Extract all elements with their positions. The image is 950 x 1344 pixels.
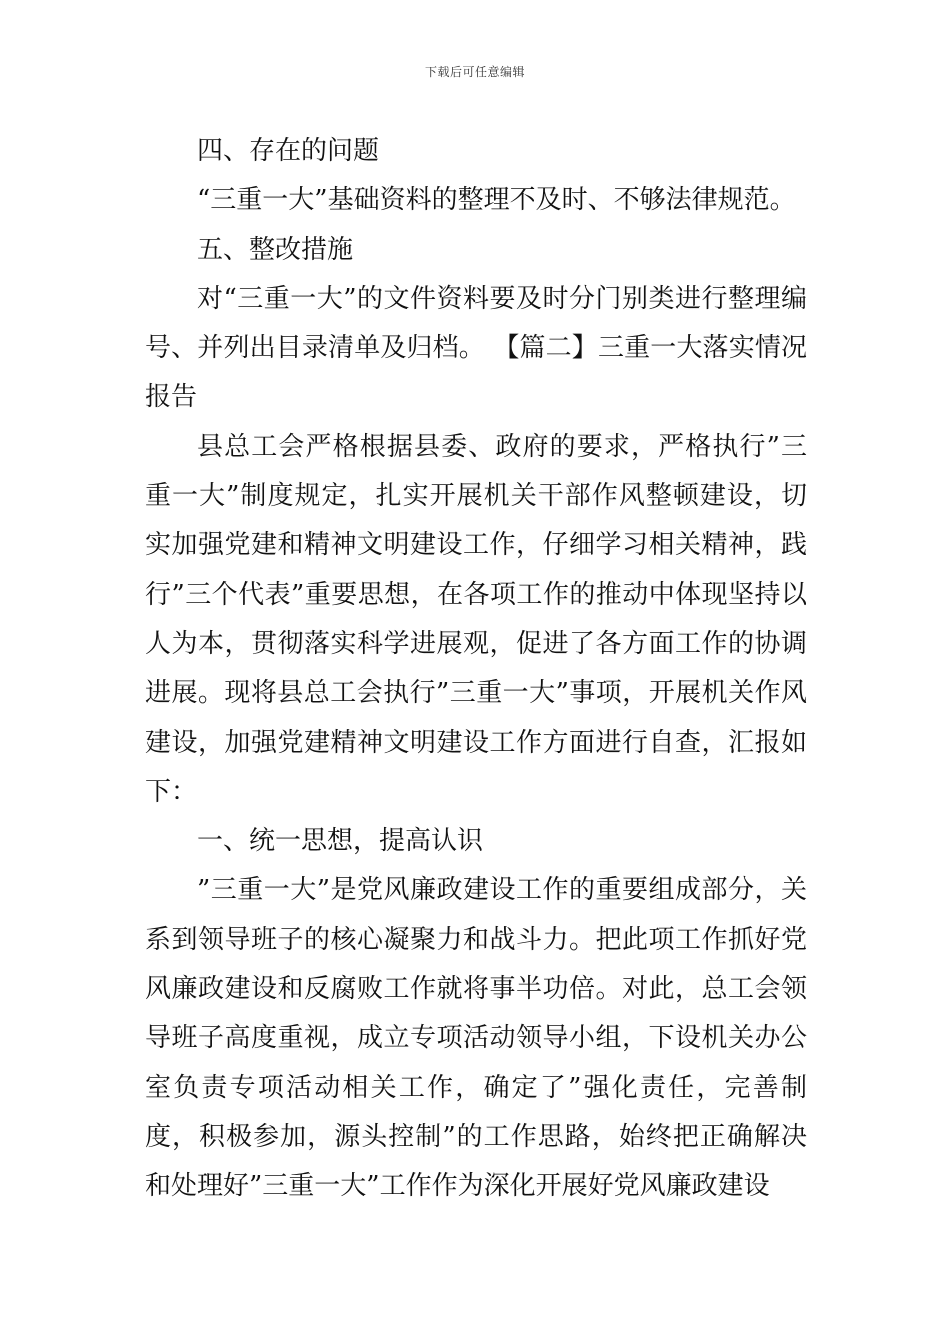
document-body <box>145 127 807 1212</box>
section-heading-problems: 四、存在的问题 <box>197 136 380 166</box>
section-heading-unify-thinking: 一、统一思想，提高认识 <box>197 826 484 857</box>
paragraph-measures-detail: 对“三重一大”的文件资料要及时分门别类进行整理编号、并列出目录清单及归档。 【篇二】三重一大落实情况报告 <box>145 283 807 413</box>
paragraph-problem-detail: “三重一大”基础资料的整理不及时、不够法律规范。 <box>197 185 796 216</box>
paragraph-report-intro: 县总工会严格根据县委、政府的要求，严格执行”三重一大”制度规定，扎实开展机关干部作风整顿建设，切实加强党建和精神文明建设工作，仔细学习相关精神，践行”三个代表”重要思想，在各项工作的推动中体现坚持以人为本，贯彻落实科学进展观，促进了各方面工作的协调进展。现将县总工会执行”三重一大”事项，开展机关作风建设，加强党建精神文明建设工作方面进行自查，汇报如下： <box>145 431 807 807</box>
paragraph-unify-thinking-detail: ”三重一大”是党风廉政建设工作的重要组成部分，关系到领导班子的核心凝聚力和战斗力。把此项工作抓好党风廉政建设和反腐败工作就将事半功倍。对此，总工会领导班子高度重视，成立专项活动领导小组，下设机关办公室负责专项活动相关工作，确定了”强化责任，完善制度，积极参加，源头控制”的工作思路，始终把正确解决和处理好”三重一大”工作作为深化开展好党风廉政建设 <box>145 875 807 1202</box>
page-header-note: 下载后可任意编辑 <box>424 65 525 79</box>
section-heading-measures: 五、整改措施 <box>197 234 354 265</box>
